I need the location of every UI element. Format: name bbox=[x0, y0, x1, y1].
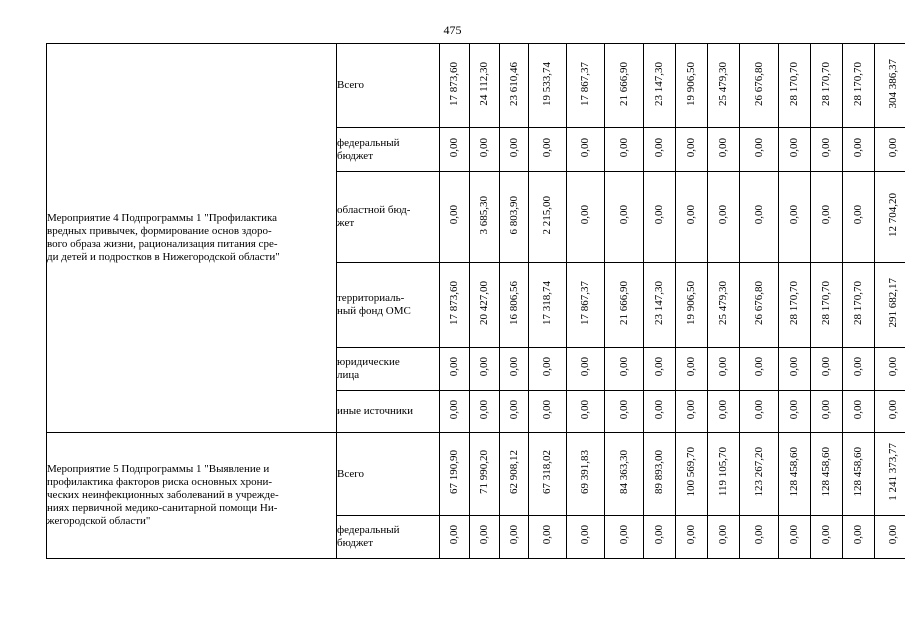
value-text: 0,00 bbox=[617, 525, 630, 545]
value-text: 23 147,30 bbox=[653, 61, 665, 106]
year-value-cell bbox=[740, 128, 779, 172]
year-value-cell bbox=[740, 172, 779, 263]
year-value-cell bbox=[605, 516, 644, 559]
event-title-line: жегородской области" bbox=[47, 515, 151, 527]
year-value-cell bbox=[470, 128, 500, 172]
value-text: 0,00 bbox=[579, 399, 591, 420]
year-value-cell bbox=[529, 348, 567, 391]
funding-source-line: юридические bbox=[337, 356, 400, 368]
total-value-cell bbox=[875, 516, 905, 559]
year-value-cell bbox=[529, 391, 567, 433]
value-text: 123 267,20 bbox=[752, 447, 765, 497]
value-text: 0,00 bbox=[887, 137, 899, 158]
value-text: 0,00 bbox=[685, 357, 697, 377]
value-text: 26 676,80 bbox=[752, 61, 765, 106]
value-text: 0,00 bbox=[617, 205, 630, 225]
value-text: 28 170,70 bbox=[820, 281, 832, 325]
value-text: 128 458,60 bbox=[852, 447, 864, 497]
year-value-cell bbox=[811, 263, 843, 348]
value-text: 62 908,12 bbox=[507, 450, 520, 494]
value-text: 67 318,02 bbox=[541, 450, 553, 494]
value-text: 0,00 bbox=[717, 205, 729, 225]
value-text: 0,00 bbox=[820, 525, 832, 545]
value-text: 0,00 bbox=[752, 525, 765, 545]
funding-source-line: территориаль- bbox=[337, 292, 405, 304]
value-text: 0,00 bbox=[448, 205, 460, 225]
year-value-cell bbox=[676, 263, 708, 348]
year-value-cell bbox=[470, 172, 500, 263]
value-text: 0,00 bbox=[617, 399, 630, 420]
year-value-cell bbox=[605, 172, 644, 263]
year-value-cell bbox=[779, 263, 811, 348]
event-title-line: Мероприятие 5 Подпрограммы 1 "Выявление и bbox=[47, 463, 270, 475]
value-text: 0,00 bbox=[752, 357, 765, 377]
funding-source-line: лица bbox=[337, 369, 360, 381]
year-value-cell bbox=[529, 263, 567, 348]
year-value-cell bbox=[529, 44, 567, 128]
year-value-cell bbox=[779, 128, 811, 172]
value-text: 0,00 bbox=[788, 525, 800, 545]
value-text: 28 170,70 bbox=[788, 281, 800, 325]
year-value-cell bbox=[740, 44, 779, 128]
year-value-cell bbox=[708, 172, 740, 263]
value-text: 0,00 bbox=[685, 399, 697, 420]
value-text: 20 427,00 bbox=[478, 281, 490, 325]
value-text: 28 170,70 bbox=[852, 61, 864, 106]
year-value-cell bbox=[500, 348, 529, 391]
event-title bbox=[47, 433, 337, 559]
value-text: 6 803,90 bbox=[507, 195, 520, 235]
value-text: 0,00 bbox=[448, 137, 460, 158]
value-text: 0,00 bbox=[887, 399, 899, 420]
year-value-cell bbox=[567, 263, 605, 348]
funding-source bbox=[337, 172, 440, 263]
year-value-cell bbox=[811, 516, 843, 559]
value-text: 0,00 bbox=[617, 137, 630, 158]
year-value-cell bbox=[500, 433, 529, 516]
year-value-cell bbox=[644, 433, 676, 516]
year-value-cell bbox=[440, 516, 470, 559]
value-text: 0,00 bbox=[685, 525, 697, 545]
year-value-cell bbox=[740, 433, 779, 516]
value-text: 291 682,17 bbox=[887, 278, 899, 328]
year-value-cell bbox=[811, 128, 843, 172]
value-text: 84 363,30 bbox=[617, 450, 630, 494]
value-text: 0,00 bbox=[507, 137, 520, 158]
year-value-cell bbox=[644, 391, 676, 433]
value-text: 0,00 bbox=[788, 357, 800, 377]
funding-source-line: областной бюд- bbox=[337, 204, 411, 216]
year-value-cell bbox=[440, 44, 470, 128]
event-title-line: ниях первичной медико-санитарной помощи Ни- bbox=[47, 502, 278, 514]
year-value-cell bbox=[440, 433, 470, 516]
total-value-cell bbox=[875, 172, 905, 263]
value-text: 0,00 bbox=[717, 357, 729, 377]
year-value-cell bbox=[779, 516, 811, 559]
value-text: 0,00 bbox=[852, 357, 864, 377]
value-text: 119 105,70 bbox=[717, 447, 729, 497]
year-value-cell bbox=[811, 391, 843, 433]
value-text: 100 569,70 bbox=[685, 447, 697, 497]
value-text: 0,00 bbox=[478, 399, 490, 420]
value-text: 0,00 bbox=[579, 205, 591, 225]
value-text: 0,00 bbox=[788, 399, 800, 420]
value-text: 0,00 bbox=[541, 525, 553, 545]
value-text: 17 873,60 bbox=[448, 61, 460, 106]
funding-source bbox=[337, 516, 440, 559]
funding-source bbox=[337, 433, 440, 516]
year-value-cell bbox=[567, 391, 605, 433]
value-text: 0,00 bbox=[717, 137, 729, 158]
value-text: 19 906,50 bbox=[685, 61, 697, 106]
year-value-cell bbox=[843, 391, 875, 433]
value-text: 0,00 bbox=[507, 357, 520, 377]
value-text: 0,00 bbox=[478, 137, 490, 158]
value-text: 0,00 bbox=[617, 357, 630, 377]
funding-source-line: Всего bbox=[337, 79, 364, 91]
year-value-cell bbox=[811, 172, 843, 263]
total-value-cell bbox=[875, 391, 905, 433]
funding-source-line: жет bbox=[337, 217, 355, 229]
value-text: 17 318,74 bbox=[541, 281, 553, 325]
year-value-cell bbox=[567, 516, 605, 559]
year-value-cell bbox=[567, 172, 605, 263]
year-value-cell bbox=[843, 433, 875, 516]
year-value-cell bbox=[529, 433, 567, 516]
value-text: 23 610,46 bbox=[507, 61, 520, 106]
value-text: 28 170,70 bbox=[788, 61, 800, 106]
year-value-cell bbox=[500, 128, 529, 172]
year-value-cell bbox=[811, 44, 843, 128]
funding-source bbox=[337, 44, 440, 128]
value-text: 0,00 bbox=[541, 357, 553, 377]
value-text: 0,00 bbox=[887, 525, 899, 545]
value-text: 0,00 bbox=[448, 357, 460, 377]
funding-source-line: федеральный bbox=[337, 136, 400, 149]
year-value-cell bbox=[440, 128, 470, 172]
funding-source-line: федеральный bbox=[337, 524, 400, 536]
year-value-cell bbox=[708, 348, 740, 391]
event-title-line: вредных привычек, формирование основ здоро- bbox=[47, 225, 272, 237]
value-text: 25 479,30 bbox=[717, 61, 729, 106]
year-value-cell bbox=[676, 433, 708, 516]
year-value-cell bbox=[529, 172, 567, 263]
year-value-cell bbox=[605, 391, 644, 433]
funding-source bbox=[337, 263, 440, 348]
value-text: 0,00 bbox=[653, 205, 665, 225]
value-text: 0,00 bbox=[852, 525, 864, 545]
funding-source bbox=[337, 348, 440, 391]
year-value-cell bbox=[470, 44, 500, 128]
year-value-cell bbox=[779, 433, 811, 516]
year-value-cell bbox=[567, 348, 605, 391]
year-value-cell bbox=[644, 348, 676, 391]
value-text: 0,00 bbox=[852, 205, 864, 225]
value-text: 19 906,50 bbox=[685, 281, 697, 325]
year-value-cell bbox=[708, 391, 740, 433]
year-value-cell bbox=[740, 348, 779, 391]
year-value-cell bbox=[470, 391, 500, 433]
year-value-cell bbox=[567, 433, 605, 516]
value-text: 28 170,70 bbox=[852, 281, 864, 325]
value-text: 28 170,70 bbox=[820, 61, 832, 106]
year-value-cell bbox=[740, 391, 779, 433]
value-text: 0,00 bbox=[820, 137, 832, 158]
value-text: 0,00 bbox=[752, 137, 765, 158]
year-value-cell bbox=[605, 263, 644, 348]
year-value-cell bbox=[740, 263, 779, 348]
year-value-cell bbox=[644, 172, 676, 263]
value-text: 304 386,37 bbox=[887, 58, 899, 109]
year-value-cell bbox=[440, 172, 470, 263]
value-text: 26 676,80 bbox=[752, 281, 765, 325]
value-text: 19 533,74 bbox=[541, 61, 553, 106]
year-value-cell bbox=[470, 263, 500, 348]
value-text: 1 241 373,77 bbox=[887, 443, 899, 501]
funding-source bbox=[337, 128, 440, 172]
value-text: 0,00 bbox=[448, 525, 460, 545]
year-value-cell bbox=[470, 516, 500, 559]
value-text: 0,00 bbox=[852, 399, 864, 420]
total-value-cell bbox=[875, 348, 905, 391]
year-value-cell bbox=[440, 263, 470, 348]
year-value-cell bbox=[500, 263, 529, 348]
year-value-cell bbox=[708, 128, 740, 172]
year-value-cell bbox=[500, 391, 529, 433]
value-text: 0,00 bbox=[507, 525, 520, 545]
value-text: 0,00 bbox=[653, 399, 665, 420]
value-text: 0,00 bbox=[478, 357, 490, 377]
year-value-cell bbox=[500, 172, 529, 263]
value-text: 0,00 bbox=[653, 357, 665, 377]
year-value-cell bbox=[708, 516, 740, 559]
value-text: 3 685,30 bbox=[478, 195, 490, 235]
year-value-cell bbox=[779, 172, 811, 263]
value-text: 0,00 bbox=[820, 205, 832, 225]
value-text: 0,00 bbox=[820, 399, 832, 420]
value-text: 17 867,37 bbox=[579, 61, 591, 106]
year-value-cell bbox=[811, 348, 843, 391]
event-title-line: вого образа жизни, рационализация питания сре- bbox=[47, 238, 278, 250]
year-value-cell bbox=[676, 44, 708, 128]
value-text: 0,00 bbox=[579, 137, 591, 158]
year-value-cell bbox=[843, 263, 875, 348]
year-value-cell bbox=[708, 44, 740, 128]
total-value-cell bbox=[875, 263, 905, 348]
year-value-cell bbox=[843, 128, 875, 172]
value-text: 2 215,00 bbox=[541, 195, 553, 235]
event-title bbox=[47, 44, 337, 433]
year-value-cell bbox=[605, 128, 644, 172]
value-text: 24 112,30 bbox=[478, 61, 490, 106]
event-title-line: Мероприятие 4 Подпрограммы 1 "Профилактика bbox=[47, 212, 278, 224]
total-value-cell bbox=[875, 433, 905, 516]
value-text: 0,00 bbox=[507, 399, 520, 420]
table-row bbox=[47, 44, 905, 128]
year-value-cell bbox=[843, 348, 875, 391]
year-value-cell bbox=[529, 128, 567, 172]
year-value-cell bbox=[779, 348, 811, 391]
year-value-cell bbox=[644, 128, 676, 172]
value-text: 0,00 bbox=[541, 399, 553, 420]
funding-source-line: ный фонд ОМС bbox=[337, 305, 411, 317]
year-value-cell bbox=[470, 433, 500, 516]
value-text: 0,00 bbox=[653, 525, 665, 545]
year-value-cell bbox=[676, 172, 708, 263]
value-text: 0,00 bbox=[717, 399, 729, 420]
year-value-cell bbox=[567, 128, 605, 172]
value-text: 0,00 bbox=[685, 205, 697, 225]
value-text: 16 806,56 bbox=[507, 281, 520, 325]
value-text: 89 893,00 bbox=[653, 450, 665, 494]
value-text: 128 458,60 bbox=[788, 447, 800, 497]
funding-source-line: Всего bbox=[337, 467, 364, 480]
value-text: 21 666,90 bbox=[617, 61, 630, 106]
year-value-cell bbox=[605, 433, 644, 516]
value-text: 25 479,30 bbox=[717, 281, 729, 325]
value-text: 0,00 bbox=[478, 525, 490, 545]
value-text: 0,00 bbox=[752, 205, 765, 225]
funding-source-line: бюджет bbox=[337, 537, 373, 549]
funding-source-line: иные источники bbox=[337, 405, 413, 417]
year-value-cell bbox=[708, 433, 740, 516]
year-value-cell bbox=[676, 128, 708, 172]
value-text: 0,00 bbox=[788, 137, 800, 158]
value-text: 17 867,37 bbox=[579, 281, 591, 325]
value-text: 0,00 bbox=[717, 525, 729, 545]
value-text: 0,00 bbox=[752, 399, 765, 420]
funding-source-line: бюджет bbox=[337, 149, 373, 162]
value-text: 0,00 bbox=[541, 137, 553, 158]
value-text: 0,00 bbox=[448, 399, 460, 420]
total-value-cell bbox=[875, 44, 905, 128]
year-value-cell bbox=[605, 44, 644, 128]
value-text: 0,00 bbox=[820, 357, 832, 377]
year-value-cell bbox=[529, 516, 567, 559]
value-text: 0,00 bbox=[887, 357, 899, 377]
year-value-cell bbox=[605, 348, 644, 391]
value-text: 0,00 bbox=[579, 525, 591, 545]
year-value-cell bbox=[779, 44, 811, 128]
value-text: 23 147,30 bbox=[653, 281, 665, 325]
year-value-cell bbox=[843, 172, 875, 263]
year-value-cell bbox=[676, 348, 708, 391]
year-value-cell bbox=[644, 516, 676, 559]
value-text: 0,00 bbox=[579, 357, 591, 377]
value-text: 12 704,20 bbox=[887, 193, 899, 237]
year-value-cell bbox=[676, 516, 708, 559]
budget-table bbox=[46, 43, 905, 559]
value-text: 67 190,90 bbox=[448, 450, 460, 494]
year-value-cell bbox=[440, 348, 470, 391]
year-value-cell bbox=[500, 44, 529, 128]
year-value-cell bbox=[843, 516, 875, 559]
year-value-cell bbox=[740, 516, 779, 559]
year-value-cell bbox=[567, 44, 605, 128]
year-value-cell bbox=[644, 263, 676, 348]
value-text: 21 666,90 bbox=[617, 281, 630, 325]
year-value-cell bbox=[440, 391, 470, 433]
value-text: 128 458,60 bbox=[820, 447, 832, 497]
year-value-cell bbox=[708, 263, 740, 348]
year-value-cell bbox=[470, 348, 500, 391]
value-text: 0,00 bbox=[852, 137, 864, 158]
total-value-cell bbox=[875, 128, 905, 172]
event-title-line: ди детей и подростков в Нижегородской области" bbox=[47, 251, 280, 263]
year-value-cell bbox=[811, 433, 843, 516]
value-text: 0,00 bbox=[685, 137, 697, 158]
year-value-cell bbox=[779, 391, 811, 433]
value-text: 71 990,20 bbox=[478, 450, 490, 494]
value-text: 17 873,60 bbox=[448, 281, 460, 325]
year-value-cell bbox=[500, 516, 529, 559]
page-number: 475 bbox=[443, 23, 462, 37]
table-row bbox=[47, 433, 905, 516]
funding-source bbox=[337, 391, 440, 433]
value-text: 0,00 bbox=[788, 205, 800, 225]
year-value-cell bbox=[676, 391, 708, 433]
value-text: 69 391,83 bbox=[579, 450, 591, 494]
event-title-line: ческих неинфекционных заболеваний в учрежде- bbox=[47, 489, 279, 501]
year-value-cell bbox=[644, 44, 676, 128]
value-text: 0,00 bbox=[653, 137, 665, 158]
year-value-cell bbox=[843, 44, 875, 128]
event-title-line: профилактика факторов риска основных хрони- bbox=[47, 476, 273, 488]
